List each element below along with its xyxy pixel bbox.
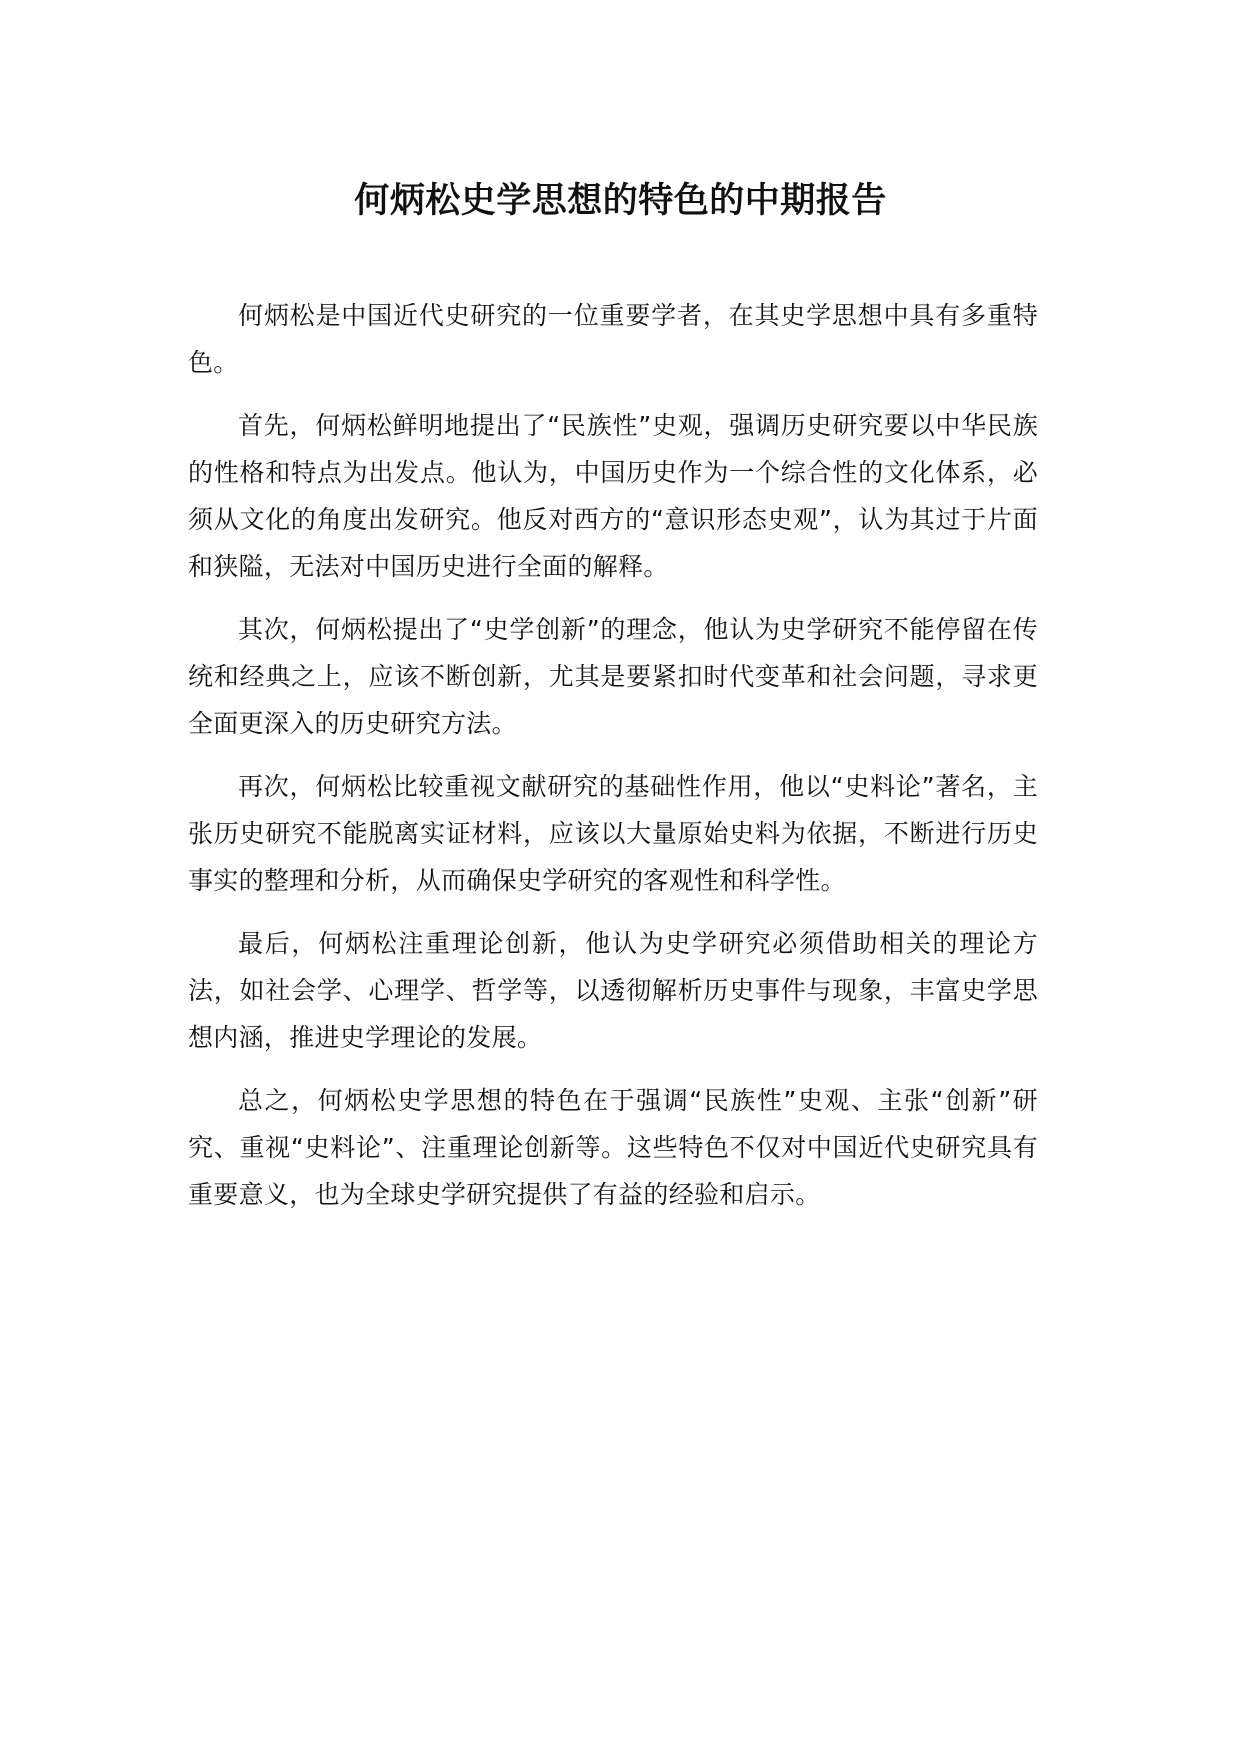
paragraph: 总之，何炳松史学思想的特色在于强调“民族性”史观、主张“创新”研究、重视“史料论”、注重理论创新等。这些特色不仅对中国近代史研究具有重要意义，也为全球史学研究提供了有益的经验和启示。 [188,1086,1038,1209]
paragraph: 其次，何炳松提出了“史学创新”的理念，他认为史学研究不能停留在传统和经典之上，应该不断创新，尤其是要紧扣时代变革和社会问题，寻求更全面更深入的历史研究方法。 [188,615,1038,738]
paragraph: 再次，何炳松比较重视文献研究的基础性作用，他以“史料论”著名，主张历史研究不能脱离实证材料，应该以大量原始史料为依据，不断进行历史事实的整理和分析，从而确保史学研究的客观性和科学性。 [188,772,1038,895]
paragraph: 首先，何炳松鲜明地提出了“民族性”史观，强调历史研究要以中华民族的性格和特点为出发点。他认为，中国历史作为一个综合性的文化体系，必须从文化的角度出发研究。他反对西方的“意识形态史观”，认为其过于片面和狭隘，无法对中国历史进行全面的解释。 [188,411,1038,581]
document-body [188,292,1038,1234]
document-title: 何炳松史学思想的特色的中期报告 [354,181,887,221]
paragraph: 何炳松是中国近代史研究的一位重要学者，在其史学思想中具有多重特色。 [188,301,1038,377]
paragraph: 最后，何炳松注重理论创新，他认为史学研究必须借助相关的理论方法，如社会学、心理学、哲学等，以透彻解析历史事件与现象，丰富史学思想内涵，推进史学理论的发展。 [188,929,1038,1052]
